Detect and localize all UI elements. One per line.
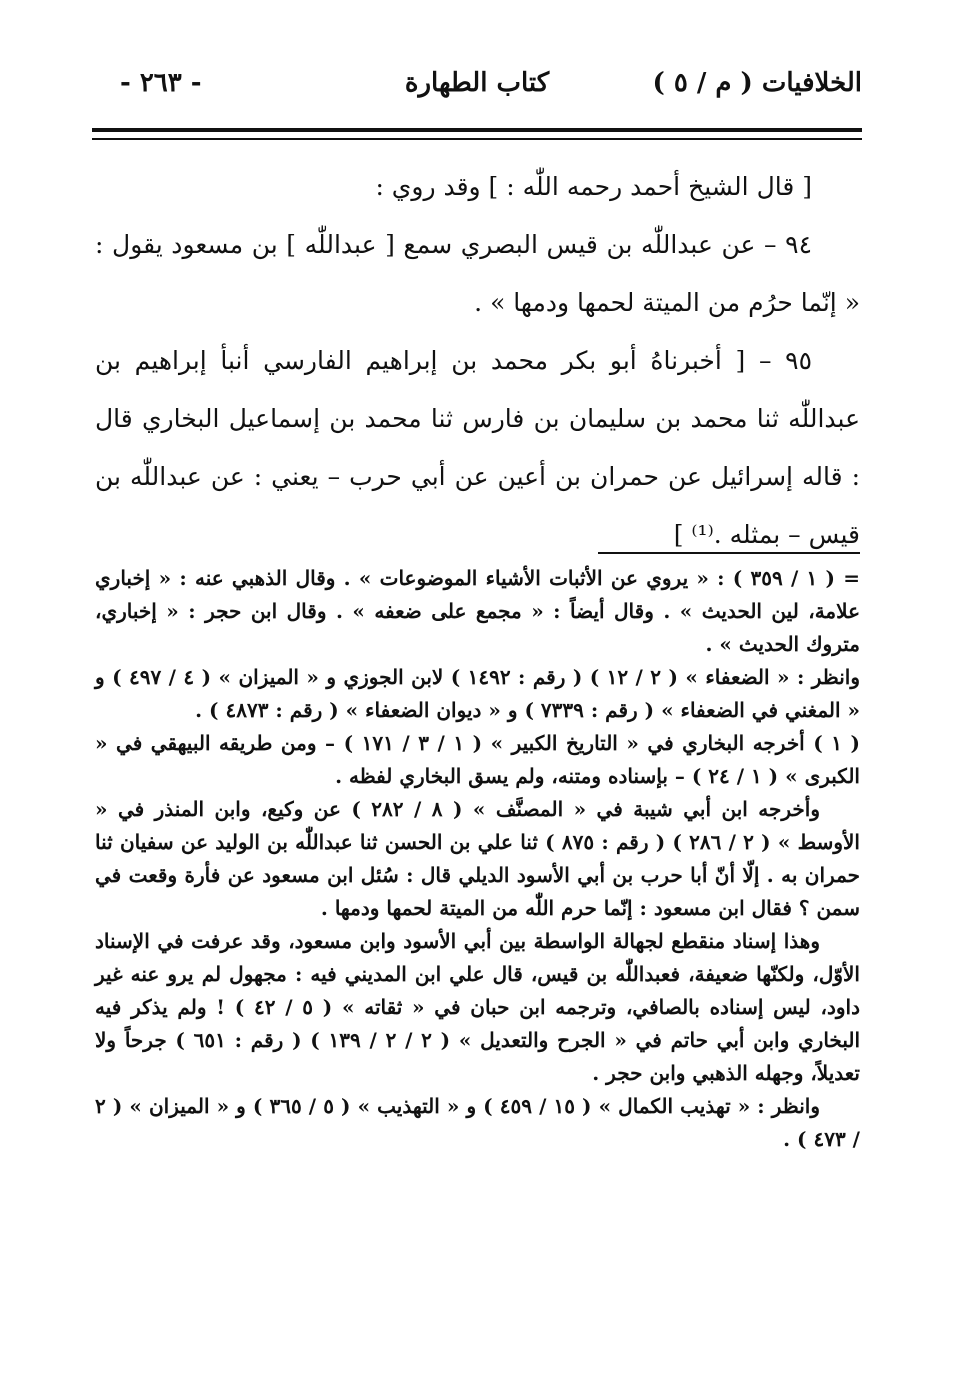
main-paragraph-hadith-95: ٩٥ – [ أخبرناهُ أبو بكر محمد بن إبراهيم الفارسي أنبأ إبراهيم بن عبداللّٰه ثنا محمد بن سليمان بن فارس ثنا محمد بن إسماعيل البخاري قال : قاله إسرائيل عن حمران بن أعين عن أبي حرب – يعني : عن عبداللّٰه بن قيس – بمثله .⁽¹⁾ ] <box>95 346 860 549</box>
running-header <box>92 60 862 110</box>
footnote-1-paragraph-3: وهذا إسناد منقطع لجهالة الواسطة بين أبي الأسود وابن مسعود، وقد عرفت في الإسناد الأوّل، ولكنّها ضعيفة، فعبداللّٰه بن قيس، قال علي ابن المديني فيه : مجهول لم يرو عنه غير داود، ليس إسناده بالصافي، وترجمه ابن حبان في « ثقاته » ( ٥ / ٤٢ ) ! ولم يذكر فيه البخاري وابن أبي حاتم في « الجرح والتعديل » ( ٢ / ٢ / ١٣٩ ) ( رقم : ٦٥١ ) جرحاً ولا تعديلاً، وجهله الذهبي وابن حجر . <box>95 929 861 1085</box>
header-book-part: الخلافيات ( م / ٥ ) <box>652 68 862 98</box>
header-chapter-title: كتاب الطهارة <box>404 68 550 98</box>
footnote-1-paragraph-2: وأخرجه ابن أبي شيبة في « المصنَّف » ( ٨ / ٢٨٢ ) عن وكيع، وابن المنذر في « الأوسط » ( ٢ / ٢٨٦ ) ( رقم : ٨٧٥ ) ثنا علي بن الحسن ثنا عبداللّٰه بن الوليد عن سفيان ثنا حمران به . إلّا أنّ أبا حرب بن أبي الأسود الديلي قال : سُئل ابن مسعود عن فأرة وقعت في سمن ؟ فقال ابن مسعود : إنّما حرم اللّٰه من الميتة لحمها ودمها . <box>95 797 860 920</box>
footnote-1: ( ١ ) أخرجه البخاري في « التاريخ الكبير » ( ١ / ٣ / ١٧١ ) – ومن طريقه البيهقي في « الكبرى » ( ١ / ٢٤ ) – بإسناده ومتنه، ولم يسق البخاري لفظه . <box>95 731 861 788</box>
header-page-number: - ٢٦٣ - <box>120 68 202 98</box>
main-paragraph-intro: [ قال الشيخ أحمد رحمه اللّٰه : ] وقد روي : <box>375 172 812 201</box>
footnote-separator <box>598 552 860 554</box>
header-rule-thin <box>92 138 862 140</box>
footnote-continued-refs: وانظر : « الضعفاء » ( ٢ / ١٢ ) ( رقم : ١٤٩٢ ) لابن الجوزي و « الميزان » ( ٤ / ٤٩٧ ) و « المغني في الضعفاء » ( رقم : ٧٣٣٩ ) و « ديوان الضعفاء » ( رقم : ٤٨٧٣ ) . <box>95 665 860 722</box>
main-paragraph-hadith-94: ٩٤ – عن عبداللّٰه بن قيس البصري سمع [ عبداللّٰه ] بن مسعود يقول : « إنّما حرُم من الميتة لحمها ودمها » . <box>95 230 860 317</box>
footnotes <box>95 562 860 1156</box>
footnote-1-paragraph-4: وانظر : « تهذيب الكمال » ( ١٥ / ٤٥٩ ) و « التهذيب » ( ٥ / ٣٦٥ ) و « الميزان » ( ٢ / ٤٧٣ ) . <box>95 1094 860 1151</box>
footnote-continued: = ( ١ / ٣٥٩ ) : « يروي عن الأثبات الأشياء الموضوعات » . وقال الذهبي عنه : « إخباري علامة، لين الحديث » . وقال أيضاً : « مجمع على ضعفه » . وقال ابن حجر : « إخباري، متروك الحديث » . <box>95 566 860 656</box>
header-rule-thick <box>92 128 862 132</box>
main-text <box>95 158 860 564</box>
